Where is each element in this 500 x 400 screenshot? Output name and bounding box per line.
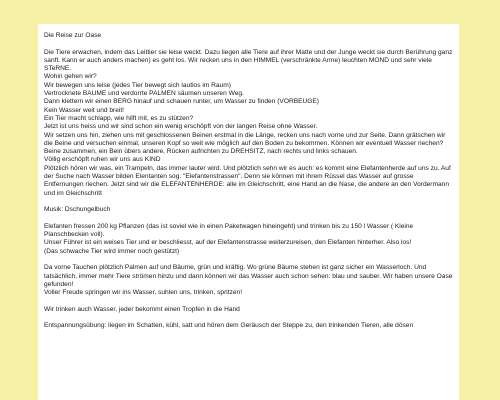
document-title: Die Reise zur Oase (44, 32, 102, 39)
music-note: Musik: Dschungelbuch (44, 206, 111, 214)
spacer (44, 314, 453, 322)
paragraph-line: Dann klettern wir einen BERG hinauf und schauen runter, um Wasser zu finden (VORBEUGE) (44, 98, 319, 106)
paragraph-line: Wir setzen uns hin, ziehen uns mit geschlossenen Beinen erstmal in die Länge, recken uns nach vorne und zur Seite. Dann grätschen wir die Beine und versuchen einmal, unseren Kopf so weit wie möglich auf den Boden zu bekommen. Können wir eventuell Wasser riechen? (44, 131, 446, 147)
paragraph-line: Elefanten fressen 200 kg Pflanzen (das ist soviel wie in einen Paketwagen hineingeht) und trinken bis zu 150 l Wasser ( Kleine Planschbecken voll). (44, 222, 414, 239)
paragraph-line: Plötzlich hören wir was, ein Trampeln, das immer lauter wird. Und plötzlich sehn wir es auch: es kommt eine Elefantenherde auf uns zu. Auf der Suche nach Wasser bilden Elentanten sog. "Elefantenstrassen". Denn sie können mit ihrem Rüssel das Wasser auf grosse Entfernungen riechen. Jetzt sind wir die ELEFANTENHERDE: alle im Gleichschritt, eine Hand an die Nase, die andere an den Vordermann und im Gleichschritt (44, 164, 451, 197)
paragraph-line: (Das schwache Tier wird immer noch gestützt) (44, 247, 180, 255)
paragraph-line: Die Tiere erwachen, indem das Leittier sie leise weckt. Dazu liegen alle Tiere auf ihrer Matte und der Junge weckt sie durch Berührung ganz sanft. Kann er auch anders machen) es geht los. Wir recken uns in den HIMMEL (verschränkte Arme) leuchten MOND und sehr viele STeRNE. (44, 48, 453, 73)
paragraph-line: Wohin gehen wir? (44, 73, 97, 81)
document-page (38, 24, 459, 400)
paragraph-line: Völlig erschöpft ruhen wir uns aus KIND (44, 156, 161, 164)
spacer (44, 298, 453, 306)
paragraph-line: Kein Wasser weit und breit! (44, 106, 125, 114)
paragraph-line: Jetzt ist uns heiss und wir sind schon ein wenig erschöpft von der langen Reise ohne Wasser. (44, 123, 318, 131)
paragraph-line: Unser Führer ist ein weises Tier und er beschliesst, auf der Elefantenstrasse weiterzureisen, den Elefanten hinterher. Also los! (44, 239, 412, 247)
paragraph-line: Entspannungsübung: liegen im Schatten, kühl, satt und hören dem Geräusch der Steppe zu, den trinkenden Tieren, alle dösen (44, 322, 414, 330)
paragraph-line: Beine zusammen, ein Bein übers andere, Rücken aufrichten zu DREHSITZ, nach rechts und links schauen. (44, 148, 358, 156)
spacer (44, 198, 453, 206)
paragraph-line: Voller Freude springen wir ins Wasser, suhlen uns, trinken, spritzen! (44, 289, 243, 297)
spacer (44, 256, 453, 264)
document-content (38, 24, 459, 331)
paragraph-line: Ein Tier macht schlapp, wie hilft mit, es zu stützen? (44, 114, 194, 122)
paragraph-line: Wir bewegen uns leise (jedes Tier bewegt sich lautlos im Raum) (44, 81, 231, 89)
paragraph-line: Wir trinken auch Wasser, jeder bekommt einen Tropfen in die Hand (44, 305, 240, 313)
spacer (44, 40, 453, 48)
spacer (44, 215, 453, 223)
paragraph-line: Da vorne Tauchen plötzlich Palmen auf und Bäume, grün und kräftig. Wo grüne Bäume stehen ist ganz sicher ein Wasserloch. Und tatsächlich, immer mehr Tiere strömen hinzu und dann können wir das Wasser auch schon sehen: blau und sauber. Wir haben unsere Oase gefunden! (44, 264, 453, 288)
paragraph-line: Vertrocknete BAUME und verdorrte PALMEN säumen unseren Weg. (44, 90, 244, 98)
